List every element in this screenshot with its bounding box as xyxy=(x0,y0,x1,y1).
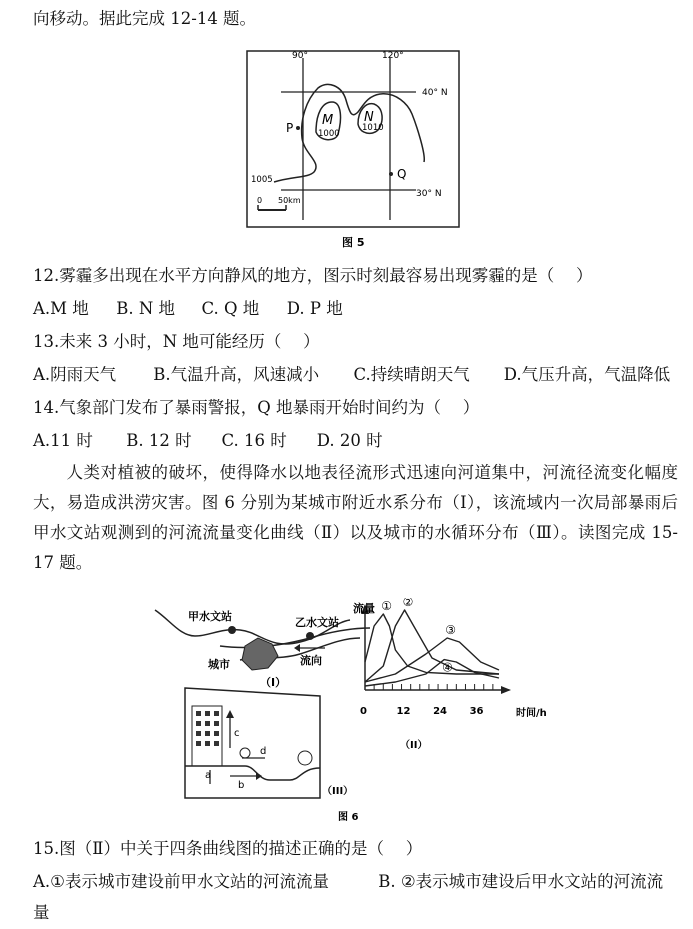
point-p xyxy=(296,126,300,130)
q15-option-a[interactable]: A.①表示城市建设前甲水文站的河流流量 xyxy=(33,872,329,891)
lon-90-label: 90° xyxy=(292,51,308,61)
flow-curve-2 xyxy=(365,610,499,682)
x-tick-label: 12 xyxy=(396,706,411,717)
passage xyxy=(33,458,678,578)
flow-chart xyxy=(353,598,547,751)
chart-ylabel: 流量 xyxy=(353,602,375,615)
lat-30-label: 30° N xyxy=(416,189,442,199)
q15-options xyxy=(33,871,663,893)
x-tick-label: 36 xyxy=(469,706,484,717)
flow-curve-label-4: ④ xyxy=(442,660,453,675)
intro-line: 向移动。据此完成 12-14 题。 xyxy=(33,9,257,28)
chart-xlabel: 时间/h xyxy=(516,708,547,719)
q14-options xyxy=(33,430,383,452)
panel-i-label: （I） xyxy=(260,676,287,689)
q15-stem: 15.图（Ⅱ）中关于四条曲线图的描述正确的是（ ） xyxy=(33,839,423,858)
q13-option-d[interactable]: D.气压升高，气温降低 xyxy=(503,365,671,384)
city-label: 城市 xyxy=(208,658,230,671)
q14-option-a[interactable]: A.11 时 xyxy=(33,431,93,450)
lat-40-label: 40° N xyxy=(422,88,448,98)
x-tick-label: 0 xyxy=(360,706,367,717)
cycle-label-d: d xyxy=(260,746,267,757)
station-yi-dot xyxy=(306,632,314,640)
flow-curve-label-1: ① xyxy=(381,599,393,613)
label-p: P xyxy=(286,121,294,135)
cycle-label-c: c xyxy=(234,728,240,739)
tree-small xyxy=(240,748,250,758)
cycle-label-b: b xyxy=(238,780,245,791)
q12-option-c[interactable]: C. Q 地 xyxy=(201,299,260,318)
figure-6-caption: 图 6 xyxy=(338,812,359,823)
q14-stem: 14.气象部门发布了暴雨警报，Q 地暴雨开始时间约为（ ） xyxy=(33,398,480,417)
figure-6-svg xyxy=(150,598,550,823)
lon-120-label: 120° xyxy=(382,51,404,61)
station-jia-dot xyxy=(228,626,236,634)
flow-curve-label-3: ③ xyxy=(445,623,456,637)
flow-curve-1 xyxy=(365,614,499,674)
q13-option-a[interactable]: A.阴雨天气 xyxy=(33,365,117,384)
figure-5-map xyxy=(246,50,462,250)
label-q: Q xyxy=(397,167,407,181)
q12-stem: 12.雾霾多出现在水平方向静风的地方，图示时刻最容易出现雾霾的是（ ） xyxy=(33,266,593,285)
q13-stem: 13.未来 3 小时，N 地可能经历（ ） xyxy=(33,332,320,351)
q15-option-b-cont: 量 xyxy=(33,903,50,922)
q12-options xyxy=(33,298,343,320)
q13-options xyxy=(33,364,670,386)
panel-ii-label: （II） xyxy=(400,740,428,751)
flow-dir-label: 流向 xyxy=(300,654,322,667)
q12-option-a[interactable]: A.M 地 xyxy=(33,299,89,318)
q13-option-b[interactable]: B.气温升高，风速减小 xyxy=(153,365,320,384)
q13-option-c[interactable]: C.持续晴朗天气 xyxy=(353,365,470,384)
figure-6 xyxy=(150,598,550,823)
q14-option-d[interactable]: D. 20 时 xyxy=(316,431,383,450)
figure-5 xyxy=(246,50,462,250)
cycle-label-a: a xyxy=(205,770,212,781)
flow-curve-label-2: ② xyxy=(402,598,414,609)
passage-text: 人类对植被的破坏，使得降水以地表径流形式迅速向河道集中，河流径流变化幅度大，易造成洪涝灾害。图 6 分别为某城市附近水系分布（Ⅰ），该流域内一次局部暴雨后甲水文站观测到的河流流量变化曲线（Ⅱ）以及城市的水循环分布（Ⅲ）。读图完成 15-17 题。 xyxy=(33,463,678,572)
scale-0-label: 0 xyxy=(257,196,263,205)
q12-option-b[interactable]: B. N 地 xyxy=(116,299,176,318)
panel-iii-label: （III） xyxy=(322,786,354,797)
x-tick-label: 24 xyxy=(433,706,447,717)
q14-option-b[interactable]: B. 12 时 xyxy=(126,431,192,450)
point-q xyxy=(389,172,393,176)
q15-option-b[interactable]: B. ②表示城市建设后甲水文站的河流流 xyxy=(378,872,664,891)
station-jia-label: 甲水文站 xyxy=(188,610,232,623)
tree xyxy=(298,751,312,765)
station-yi-label: 乙水文站 xyxy=(295,616,339,629)
figure-5-caption: 图 5 xyxy=(342,236,365,249)
isobar-1000-label: 1000 xyxy=(318,129,340,139)
label-n: N xyxy=(364,110,374,125)
q12-option-d[interactable]: D. P 地 xyxy=(286,299,343,318)
label-m: M xyxy=(322,113,334,128)
q14-option-c[interactable]: C. 16 时 xyxy=(221,431,287,450)
isobar-1010-label: 1010 xyxy=(362,123,384,133)
isobar-1005-label: 1005 xyxy=(251,175,273,185)
scale-50-label: 50km xyxy=(278,196,301,205)
